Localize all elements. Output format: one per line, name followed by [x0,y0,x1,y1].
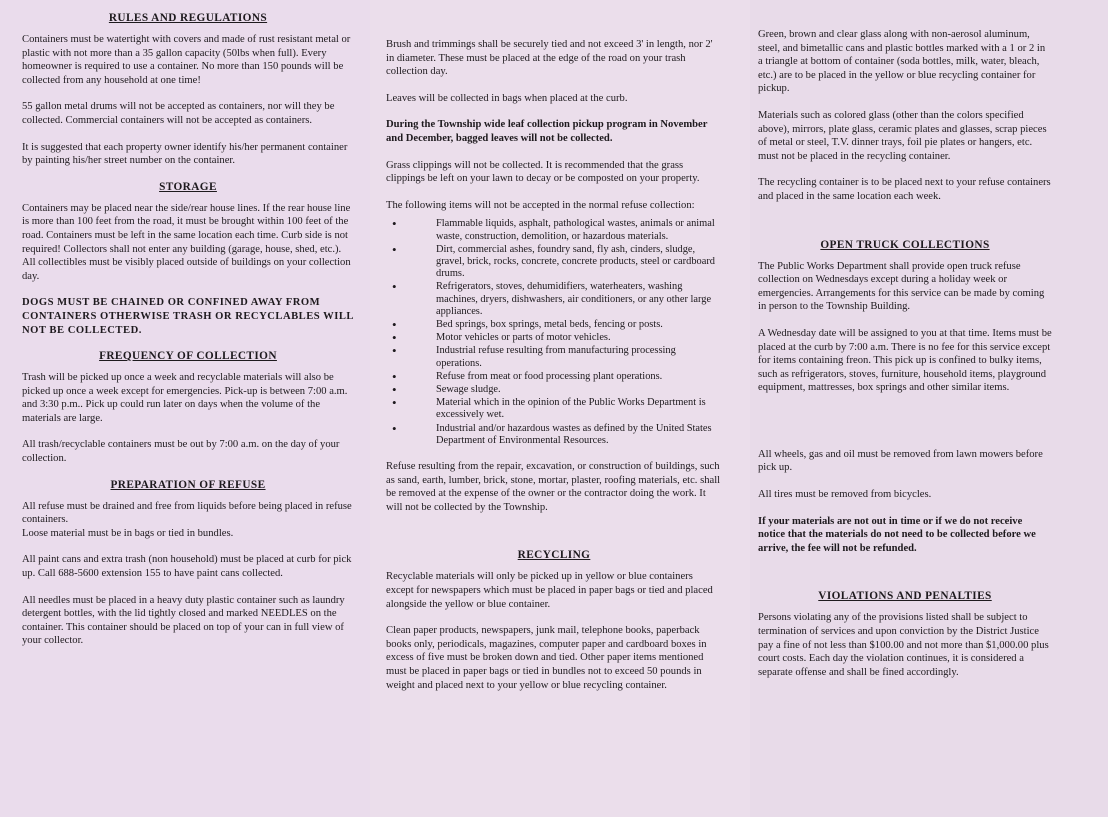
repair-paragraph: Refuse resulting from the repair, excavation, or construction of buildings, such as sand, earth, lumber, brick, stone, mortar, plaster, roofing materials, etc. shall be removed at the expense of the owner or the contractor doing the work. It will not be collected by the Township. [386,461,721,513]
preparation-paragraph: All paint cans and extra trash (non household) must be placed at curb for pick up. Call 688-5600 extension 155 to have paint cans collected. [22,554,352,580]
rules-heading: RULES AND REGULATIONS [108,12,268,24]
list-item: • Refrigerators, stoves, dehumidifiers, waterheaters, washing machines, dryers, dishwashers, air conditioners, or any other large appliances. [386,281,722,318]
violations-heading: VIOLATIONS AND PENALTIES [818,590,992,603]
dogs-notice: DOGS MUST BE CHAINED OR CONFINED AWAY FROM CONTAINERS OTHERWISE TRASH OR RECYCLABLES WILL NOT BE COLLECTED. [22,297,354,336]
leaf-program-notice: During the Township wide leaf collection pickup program in November and December, bagged leaves will not be collected. [386,119,708,144]
frequency-heading: FREQUENCY OF COLLECTION [99,350,277,363]
list-item: • Motor vehicles or parts of motor vehicles. [386,332,722,344]
preparation-paragraph: Loose material must be in bags or tied in bundles. [22,527,234,539]
list-item: • Industrial and/or hazardous wastes as defined by the United States Department of Environmental Resources. [386,423,722,447]
wheels-paragraph: All wheels, gas and oil must be removed from lawn mowers before pick up. [758,448,1043,474]
frequency-paragraph: All trash/recyclable containers must be out by 7:00 a.m. on the day of your collection. [22,439,340,465]
list-item: • Sewage sludge. [386,384,722,396]
preparation-paragraph: All refuse must be drained and free from liquids before being placed in refuse containers. [22,500,352,526]
glass-paragraph: Green, brown and clear glass along with non-aerosol aluminum, steel, and bimetallic cans and plastic bottles marked with a 1 or 2 in a triangle at bottom of container (soda bottles, milk, water, bleach, etc.) are to be placed in the yellow or blue recycling container for pickup. [758,29,1046,95]
list-item: • Material which in the opinion of the Public Works Department is excessively wet. [386,397,722,421]
rules-paragraph: 55 gallon metal drums will not be accepted as containers, nor will they be collected. Commercial containers will not be accepted as containers. [22,101,335,126]
storage-heading: STORAGE [159,180,217,193]
tires-paragraph: All tires must be removed from bicycles. [758,489,932,501]
recycling-paragraph: Recyclable materials will only be picked up in yellow or blue containers except for newspapers which must be placed in paper bags or tied and placed alongside the yellow or blue container. [386,571,713,610]
rules-paragraph: It is suggested that each property owner identify his/her permanent container by painting his/her street number on the container. [22,141,348,167]
preparation-paragraph: All needles must be placed in a heavy duty plastic container such as laundry detergent bottles, with the lid tightly closed and marked NEEDLES on the container. This container should be placed on top of your can in full view of your collector. [22,594,345,647]
list-item: • Industrial refuse resulting from manufacturing processing operations. [386,345,722,369]
leaves-paragraph: Leaves will be collected in bags when placed at the curb. [386,92,628,104]
storage-paragraph: Containers may be placed near the side/rear house lines. If the rear house line is more than 100 feet from the road, it must be brought within 100 feet of the road. Containers must be left in the same location each time. Curb side is not required! Collectors shall not enter any building (garage, house, shed, etc.). All collectibles must be visibly placed outside of buildings on your collection day. [22,202,351,282]
recycling-paragraph: Clean paper products, newspapers, junk mail, telephone books, paperback books only, periodicals, magazines, computer paper and cardboard boxes in excess of five must be broken down and tied. Other paper items mentioned must be placed in paper bags or tied in bundles not to exceed 50 pounds in weight and placed next to your yellow or blue recycling container. [386,625,707,691]
brush-paragraph: Brush and trimmings shall be securely tied and not exceed 3' in length, nor 2' in diameter. These must be placed at the edge of the road on your trash collection day. [386,39,713,78]
violations-paragraph: Persons violating any of the provisions listed shall be subject to termination of services and upon conviction by the District Justice pay a fine of not less than $100.00 and not more than $1,000.00 plus court costs. Each day the violation continues, it is considered a separate offense and shall be fined accordingly. [758,612,1049,678]
grass-paragraph: Grass clippings will not be collected. It is recommended that the grass clippings be left on your lawn to decay or be composted on your property. [386,159,700,185]
open-truck-paragraph: A Wednesday date will be assigned to you at that time. Items must be placed at the curb by 7:00 a.m. There is no fee for this service except for items containing freon. This pick up is confined to bulky items, such as refrigerators, stoves, furniture, household items, playground equipment, mattresses, box springs and other similar items. [758,327,1052,394]
open-truck-paragraph: The Public Works Department shall provide open truck refuse collection on Wednesdays except during a holiday week or emergencies. Arrangements for this service can be made by coming in person to the Township Building. [758,260,1045,313]
column-right [750,0,1108,817]
column-left [0,0,370,817]
frequency-paragraph: Trash will be picked up once a week and recyclable materials will also be picked up once a week except for emergencies. Pick-up is between 7:00 a.m. and 3:30 p.m.. Pick up could run later on days when the volume of the materials are large. [22,372,348,424]
list-item: • Dirt, commercial ashes, foundry sand, fly ash, cinders, sludge, gravel, brick, rocks, concrete, concrete products, steel or cardboard drums. [386,244,722,281]
recycling-container-paragraph: The recycling container is to be placed next to your refuse containers and placed in the same location each week. [758,177,1051,202]
recycling-heading: RECYCLING [517,549,591,562]
open-truck-heading: OPEN TRUCK COLLECTIONS [820,238,990,251]
materials-paragraph: Materials such as colored glass (other than the colors specified above), mirrors, plate glass, ceramic plates and glasses, scrap pieces of metal or steel, T.V. dinner trays, foil pie plates or hangers, etc. must not be placed in the recycling container. [758,109,1047,162]
not-accepted-list [386,218,722,447]
refund-notice: If your materials are not out in time or if we do not receive notice that the materials do not need to be collected before we arrive, the fee will not be refunded. [758,515,1036,554]
list-item: • Refuse from meat or food processing plant operations. [386,371,722,383]
list-item: • Flammable liquids, asphalt, pathological wastes, animals or animal waste, construction, demolition, or hazardous materials. [386,218,722,242]
list-item: • Bed springs, box springs, metal beds, fencing or posts. [386,319,722,331]
preparation-heading: PREPARATION OF REFUSE [110,478,266,491]
column-middle [370,0,750,817]
rules-paragraph: Containers must be watertight with covers and made of rust resistant metal or plastic with not more than a 35 gallon capacity (50lbs when full). Every homeowner is required to use a container. No more than 150 pounds will be collected from any household at one time! [22,34,351,86]
not-accepted-intro: The following items will not be accepted in the normal refuse collection: [386,199,695,211]
